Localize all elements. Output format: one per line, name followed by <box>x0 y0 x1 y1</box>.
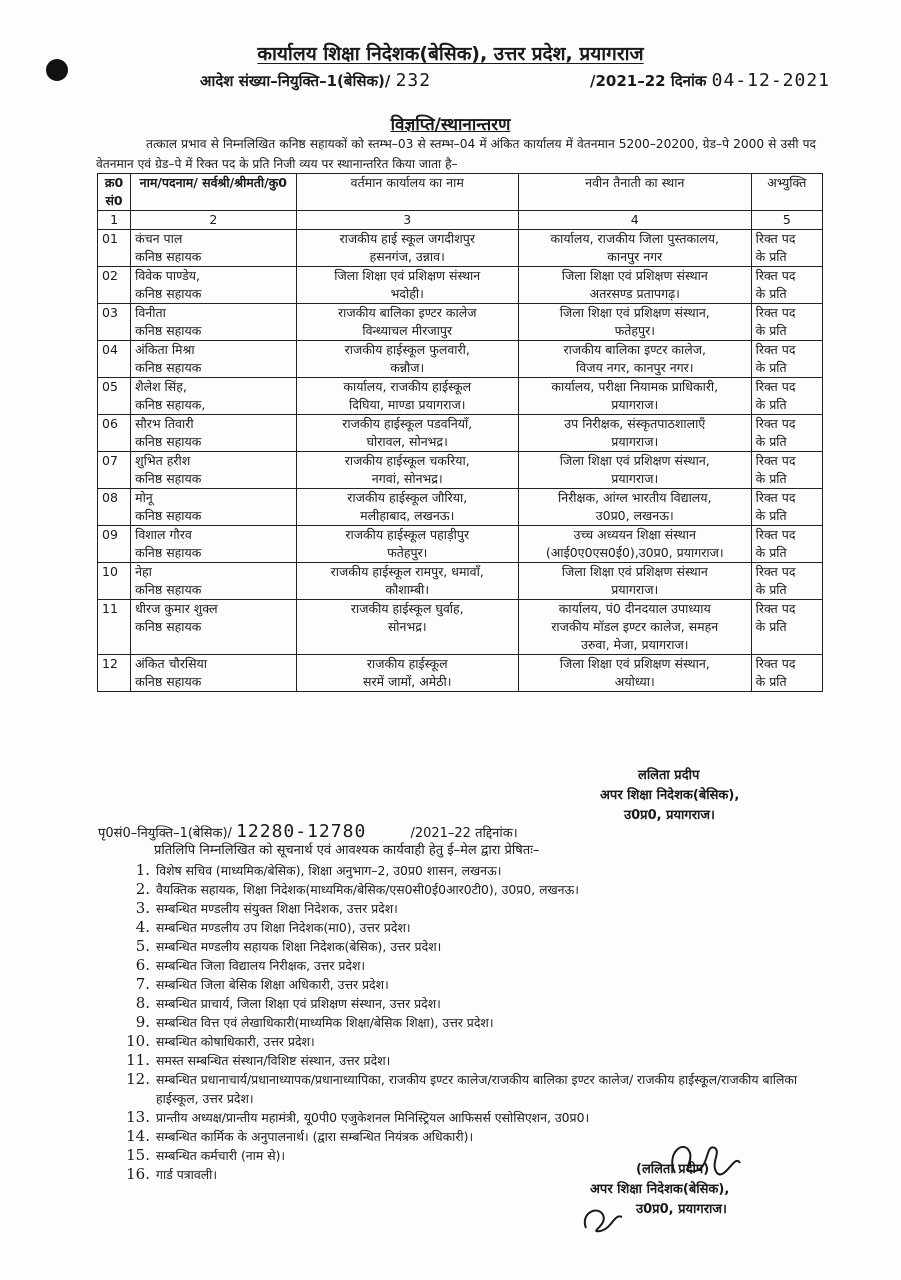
current-office-cell-line: फतेहपुर। <box>387 545 428 560</box>
current-office-cell-line: जिला शिक्षा एवं प्रशिक्षण संस्थान <box>334 268 481 283</box>
list-item-text: सम्बन्धित मण्डलीय संयुक्त शिक्षा निदेशक, उत्तर प्रदेश। <box>156 901 398 916</box>
table-header-row <box>98 174 823 211</box>
new-posting-cell-line: प्रयागराज। <box>611 582 659 597</box>
header-new-posting: नवीन तैनाती का स्थान <box>518 174 751 211</box>
list-item-text: समस्त सम्बन्धित संस्थान/विशिष्ट संस्थान, उत्तर प्रदेश। <box>156 1053 391 1068</box>
list-item-number: 1. <box>135 861 150 879</box>
order-number: 232 <box>395 70 432 91</box>
current-office-cell-line: राजकीय हाईस्कूल फुलवारी, <box>344 342 470 357</box>
serial-cell <box>98 415 131 452</box>
serial-cell <box>98 655 131 692</box>
serial-cell-line: 07 <box>102 453 118 468</box>
name-cell-line: कनिष्ठ सहायक <box>135 249 202 264</box>
new-posting-cell-line: फतेहपुर। <box>614 323 655 338</box>
name-cell-line: कनिष्ठ सहायक <box>135 360 202 375</box>
serial-cell-line: 06 <box>102 416 118 431</box>
list-item <box>106 956 826 975</box>
name-cell <box>131 415 296 452</box>
endorsement-prefix: पृ0सं0–नियुक्ति–1(बेसिक)/ <box>98 826 232 841</box>
remarks-cell <box>751 655 822 692</box>
new-posting-cell-line: प्रयागराज। <box>611 434 659 449</box>
table-row <box>98 600 823 655</box>
remarks-cell-line: के प्रति <box>755 619 787 634</box>
name-cell-line: कंचन पाल <box>135 231 183 246</box>
remarks-cell-line: के प्रति <box>755 323 787 338</box>
serial-cell <box>98 304 131 341</box>
remarks-cell <box>751 563 822 600</box>
remarks-cell <box>751 304 822 341</box>
name-cell <box>131 267 296 304</box>
serial-cell <box>98 452 131 489</box>
current-office-cell <box>296 267 518 304</box>
name-cell-line: कनिष्ठ सहायक <box>135 323 202 338</box>
list-item-text: गार्ड पत्रावली। <box>156 1167 218 1182</box>
remarks-cell-line: रिक्त पद <box>755 416 796 431</box>
remarks-cell <box>751 230 822 267</box>
remarks-cell-line: के प्रति <box>755 545 787 560</box>
signatory-designation: अपर शिक्षा निदेशक(बेसिक), <box>590 1182 730 1197</box>
current-office-cell <box>296 341 518 378</box>
list-item <box>106 1032 826 1051</box>
remarks-cell-line: रिक्त पद <box>755 268 796 283</box>
header-remarks: अभ्युक्ति <box>751 174 822 211</box>
name-cell-line: कनिष्ठ सहायक <box>135 434 202 449</box>
name-cell <box>131 526 296 563</box>
list-item-number: 2. <box>135 880 150 898</box>
new-posting-cell <box>518 341 751 378</box>
new-posting-cell <box>518 304 751 341</box>
serial-cell-line: 08 <box>102 490 118 505</box>
list-item-number: 5. <box>135 937 150 955</box>
list-item-text: सम्बन्धित वित्त एवं लेखाधिकारी(माध्यमिक शिक्षा/बेसिक शिक्षा), उत्तर प्रदेश। <box>156 1015 494 1030</box>
new-posting-cell-line: जिला शिक्षा एवं प्रशिक्षण संस्थान, <box>559 656 710 671</box>
table-row <box>98 655 823 692</box>
serial-cell <box>98 489 131 526</box>
remarks-cell-line: के प्रति <box>755 434 787 449</box>
list-item-number: 13. <box>126 1108 150 1126</box>
signatory-designation: अपर शिक्षा निदेशक(बेसिक), <box>600 788 740 803</box>
current-office-cell-line: राजकीय हाईस्कूल चकरिया, <box>344 453 470 468</box>
list-item-text: विशेष सचिव (माध्यमिक/बेसिक), शिक्षा अनुभाग–2, उ0प्र0 शासन, लखनऊ। <box>156 863 502 878</box>
name-cell-line: शैलेश सिंह, <box>135 379 187 394</box>
remarks-cell-line: रिक्त पद <box>755 656 796 671</box>
table-row <box>98 452 823 489</box>
current-office-cell-line: कार्यालय, राजकीय हाईस्कूल <box>343 379 472 394</box>
table-row <box>98 563 823 600</box>
list-item-text: सम्बन्धित कर्मचारी (नाम से)। <box>156 1148 286 1163</box>
name-cell-line: कनिष्ठ सहायक <box>135 508 202 523</box>
current-office-cell-line: राजकीय हाईस्कूल पहाड़ीपुर <box>345 527 470 542</box>
remarks-cell-line: रिक्त पद <box>755 453 796 468</box>
list-item-text: सम्बन्धित प्रधानाचार्य/प्रधानाध्यापक/प्रधानाध्यापिका, राजकीय इण्टर कालेज/राजकीय बालिका इण्टर कालेज/ राजकीय हाईस्कूल/राजकीय बालिका हाईस्कूल, उत्तर प्रदेश। <box>156 1072 798 1106</box>
remarks-cell-line: रिक्त पद <box>755 305 796 320</box>
table-row <box>98 304 823 341</box>
new-posting-cell <box>518 230 751 267</box>
list-item <box>106 975 826 994</box>
serial-cell-line: 11 <box>102 601 118 616</box>
new-posting-cell-line: जिला शिक्षा एवं प्रशिक्षण संस्थान <box>561 564 708 579</box>
current-office-cell-line: सरमें जामों, अमेठी। <box>363 674 452 689</box>
remarks-cell <box>751 415 822 452</box>
new-posting-cell-line: अतरसण्ड प्रतापगढ़। <box>589 286 680 301</box>
current-office-cell-line: हसनगंज, उन्नाव। <box>369 249 445 264</box>
new-posting-cell-line: विजय नगर, कानपुर नगर। <box>576 360 694 375</box>
list-item-number: 10. <box>126 1032 150 1050</box>
table-row <box>98 526 823 563</box>
name-cell-line: अंकित चौरसिया <box>135 656 208 671</box>
serial-cell-line: 09 <box>102 527 118 542</box>
signature-block-bottom <box>590 1160 729 1220</box>
list-item-number: 11. <box>126 1051 150 1069</box>
name-cell-line: विशाल गौरव <box>135 527 192 542</box>
current-office-cell-line: राजकीय हाईस्कूल पडवनियाँ, <box>342 416 473 431</box>
table-row <box>98 489 823 526</box>
list-item-text: सम्बन्धित कोषाधिकारी, उत्तर प्रदेश। <box>156 1034 315 1049</box>
endorsement-suffix: /2021–22 तद्दिनांक। <box>410 826 518 841</box>
new-posting-cell <box>518 526 751 563</box>
new-posting-cell-line: उरुवा, मेजा, प्रयागराज। <box>581 637 689 652</box>
current-office-cell-line: राजकीय हाईस्कूल घुर्वाह, <box>350 601 464 616</box>
remarks-cell <box>751 526 822 563</box>
name-cell <box>131 341 296 378</box>
new-posting-cell-line: कार्यालय, पं0 दीनदयाल उपाध्याय <box>558 601 711 616</box>
list-item <box>106 918 826 937</box>
list-item <box>106 937 826 956</box>
list-item-number: 9. <box>135 1013 150 1031</box>
list-item <box>106 1051 826 1070</box>
current-office-cell-line: कौशाम्बी। <box>385 582 430 597</box>
colnum: 1 <box>98 211 131 230</box>
list-item <box>106 899 826 918</box>
current-office-cell <box>296 563 518 600</box>
signatory-name: ललिता प्रदीप <box>638 768 700 783</box>
name-cell-line: कनिष्ठ सहायक <box>135 286 202 301</box>
intro-paragraph: तत्काल प्रभाव से निम्नलिखित कनिष्ठ सहायकों को स्तम्भ–03 से स्तम्भ–04 में अंकित कार्यालय में वेतनमान 5200–20200, ग्रेड–पे 2000 से उसी पद वेतनमान एवं ग्रेड–पे में रिक्त पद के प्रति निजी व्यय पर स्थानान्तरित किया जाता है– <box>96 137 816 171</box>
remarks-cell-line: के प्रति <box>755 249 787 264</box>
serial-cell <box>98 341 131 378</box>
name-cell-line: कनिष्ठ सहायक <box>135 674 202 689</box>
name-cell-line: कनिष्ठ सहायक <box>135 545 202 560</box>
current-office-cell-line: कन्नौज। <box>390 360 425 375</box>
current-office-cell-line: राजकीय हाईस्कूल रामपुर, धमावाँ, <box>330 564 484 579</box>
remarks-cell-line: के प्रति <box>755 471 787 486</box>
name-cell <box>131 600 296 655</box>
new-posting-cell <box>518 267 751 304</box>
serial-cell <box>98 526 131 563</box>
list-item-text: सम्बन्धित जिला बेसिक शिक्षा अधिकारी, उत्तर प्रदेश। <box>156 977 389 992</box>
remarks-cell <box>751 378 822 415</box>
serial-cell <box>98 267 131 304</box>
current-office-cell-line: विन्ध्याचल मीरजापुर <box>362 323 453 338</box>
name-cell-line: सौरभ तिवारी <box>135 416 194 431</box>
list-item-text: सम्बन्धित मण्डलीय उप शिक्षा निदेशक(मा0), उत्तर प्रदेश। <box>156 920 411 935</box>
remarks-cell-line: के प्रति <box>755 508 787 523</box>
signatory-name: (ललिता प्रदीप) <box>636 1162 710 1177</box>
name-cell <box>131 378 296 415</box>
colnum: 2 <box>131 211 296 230</box>
remarks-cell-line: रिक्त पद <box>755 601 796 616</box>
list-item-text: सम्बन्धित जिला विद्यालय निरीक्षक, उत्तर प्रदेश। <box>156 958 366 973</box>
list-item-text: वैयक्तिक सहायक, शिक्षा निदेशक(माध्यमिक/बेसिक/एस0सी0ई0आर0टी0), उ0प्र0, लखनऊ। <box>156 882 579 897</box>
list-item-number: 16. <box>126 1165 150 1183</box>
order-prefix: आदेश संख्या–नियुक्ति–1(बेसिक)/ <box>200 72 391 90</box>
current-office-cell <box>296 526 518 563</box>
name-cell-line: अंकिता मिश्रा <box>135 342 195 357</box>
list-item <box>106 994 826 1013</box>
remarks-cell <box>751 452 822 489</box>
current-office-cell <box>296 415 518 452</box>
name-cell-line: कनिष्ठ सहायक <box>135 582 202 597</box>
table-row <box>98 230 823 267</box>
current-office-cell-line: राजकीय हाई स्कूल जगदीशपुर <box>339 231 475 246</box>
list-item-number: 14. <box>126 1127 150 1145</box>
current-office-cell <box>296 489 518 526</box>
list-item-number: 12. <box>126 1070 150 1088</box>
table-row <box>98 267 823 304</box>
signatory-place: उ0प्र0, प्रयागराज। <box>624 808 715 823</box>
new-posting-cell <box>518 563 751 600</box>
table-row <box>98 341 823 378</box>
remarks-cell-line: रिक्त पद <box>755 379 796 394</box>
list-item-number: 15. <box>126 1146 150 1164</box>
name-cell <box>131 655 296 692</box>
new-posting-cell-line: जिला शिक्षा एवं प्रशिक्षण संस्थान, <box>559 305 710 320</box>
new-posting-cell-line: राजकीय बालिका इण्टर कालेज, <box>563 342 707 357</box>
current-office-cell-line: राजकीय हाईस्कूल जौरिया, <box>347 490 468 505</box>
list-item-text: प्रान्तीय अध्यक्ष/प्रान्तीय महामंत्री, यू0पी0 एजुकेशनल मिनिस्ट्रियल आफिसर्स एसोसिएशन, उ0प्र0। <box>156 1110 590 1125</box>
remarks-cell-line: रिक्त पद <box>755 564 796 579</box>
notice-title: विज्ञप्ति/स्थानान्तरण <box>390 115 511 135</box>
header-name: नाम/पदनाम/ सर्वश्री/श्रीमती/कु0 <box>131 174 296 211</box>
name-cell <box>131 489 296 526</box>
new-posting-cell-line: प्रयागराज। <box>611 471 659 486</box>
new-posting-cell-line: प्रयागराज। <box>611 397 659 412</box>
name-cell-line: मोनू <box>135 490 153 505</box>
current-office-cell <box>296 452 518 489</box>
list-item <box>106 861 826 880</box>
new-posting-cell-line: उच्च अध्ययन शिक्षा संस्थान <box>573 527 696 542</box>
current-office-cell <box>296 600 518 655</box>
name-cell-line: धीरज कुमार शुक्ल <box>135 601 218 616</box>
new-posting-cell-line: (आई0ए0एस0ई0),उ0प्र0, प्रयागराज। <box>545 545 724 560</box>
remarks-cell-line: के प्रति <box>755 360 787 375</box>
remarks-cell-line: रिक्त पद <box>755 231 796 246</box>
new-posting-cell-line: राजकीय मॉडल इण्टर कालेज, समहन <box>551 619 719 634</box>
name-cell-line: कनिष्ठ सहायक <box>135 471 202 486</box>
current-office-cell-line: दिघिया, माण्डा प्रयागराज। <box>349 397 466 412</box>
serial-cell-line: 01 <box>102 231 118 246</box>
list-item-number: 8. <box>135 994 150 1012</box>
signature-block-top <box>600 766 739 826</box>
list-item-number: 6. <box>135 956 150 974</box>
new-posting-cell-line: कानपुर नगर <box>607 249 663 264</box>
serial-cell-line: 10 <box>102 564 118 579</box>
transfer-table <box>97 173 823 692</box>
order-reference <box>200 70 431 91</box>
current-office-cell <box>296 655 518 692</box>
current-office-cell-line: नगवां, सोनभद्र। <box>371 471 443 486</box>
current-office-cell <box>296 230 518 267</box>
order-date-line <box>590 70 830 91</box>
remarks-cell-line: के प्रति <box>755 397 787 412</box>
current-office-cell <box>296 304 518 341</box>
signatory-place: उ0प्र0, प्रयागराज। <box>636 1202 727 1217</box>
new-posting-cell <box>518 415 751 452</box>
remarks-cell <box>751 600 822 655</box>
list-item <box>106 1070 826 1108</box>
list-item-text: सम्बन्धित प्राचार्य, जिला शिक्षा एवं प्रशिक्षण संस्थान, उत्तर प्रदेश। <box>156 996 441 1011</box>
list-item-number: 3. <box>135 899 150 917</box>
remarks-cell-line: रिक्त पद <box>755 527 796 542</box>
column-number-row <box>98 211 823 230</box>
serial-cell-line: 03 <box>102 305 118 320</box>
list-item <box>106 880 826 899</box>
current-office-cell-line: मलीहाबाद, लखनऊ। <box>360 508 455 523</box>
new-posting-cell-line: उ0प्र0, लखनऊ। <box>595 508 674 523</box>
new-posting-cell-line: कार्यालय, परीक्षा नियामक प्राधिकारी, <box>551 379 719 394</box>
order-suffix: /2021–22 दिनांक <box>590 72 707 90</box>
new-posting-cell <box>518 489 751 526</box>
remarks-cell <box>751 267 822 304</box>
list-item-text: सम्बन्धित कार्मिक के अनुपालनार्थ। (द्वारा सम्बन्धित नियंत्रक अधिकारी)। <box>156 1129 474 1144</box>
serial-cell <box>98 378 131 415</box>
endorsement-reference <box>98 821 518 842</box>
current-office-cell-line: सोनभद्र। <box>387 619 427 634</box>
serial-cell <box>98 600 131 655</box>
list-item <box>106 1108 826 1127</box>
list-item-text: सम्बन्धित मण्डलीय सहायक शिक्षा निदेशक(बेसिक), उत्तर प्रदेश। <box>156 939 442 954</box>
serial-cell <box>98 230 131 267</box>
new-posting-cell-line: निरीक्षक, आंग्ल भारतीय विद्यालय, <box>558 490 712 505</box>
office-header: कार्यालय शिक्षा निदेशक(बेसिक), उत्तर प्रदेश, प्रयागराज <box>257 43 644 65</box>
new-posting-cell-line: कार्यालय, राजकीय जिला पुस्तकालय, <box>550 231 720 246</box>
header-current-office: वर्तमान कार्यालय का नाम <box>296 174 518 211</box>
remarks-cell-line: रिक्त पद <box>755 342 796 357</box>
name-cell-line: नेहा <box>135 564 152 579</box>
table-row <box>98 415 823 452</box>
order-date: 04-12-2021 <box>711 70 831 91</box>
endorsement-numbers: 12280-12780 <box>236 821 367 842</box>
serial-cell <box>98 563 131 600</box>
remarks-cell-line: के प्रति <box>755 286 787 301</box>
copy-to-line: प्रतिलिपि निम्नलिखित को सूचनार्थ एवं आवश्यक कार्यवाही हेतु ई–मेल द्वारा प्रेषितः– <box>154 843 540 858</box>
current-office-cell-line: राजकीय हाईस्कूल <box>366 656 448 671</box>
name-cell-line: कनिष्ठ सहायक, <box>135 397 206 412</box>
new-posting-cell-line: जिला शिक्षा एवं प्रशिक्षण संस्थान <box>561 268 708 283</box>
colnum: 3 <box>296 211 518 230</box>
remarks-cell-line: रिक्त पद <box>755 490 796 505</box>
new-posting-cell <box>518 600 751 655</box>
serial-cell-line: 02 <box>102 268 118 283</box>
name-cell <box>131 230 296 267</box>
name-cell <box>131 452 296 489</box>
list-item <box>106 1013 826 1032</box>
name-cell-line: कनिष्ठ सहायक <box>135 619 202 634</box>
list-item-number: 7. <box>135 975 150 993</box>
name-cell-line: शुभित हरीश <box>135 453 191 468</box>
new-posting-cell <box>518 655 751 692</box>
remarks-cell <box>751 341 822 378</box>
table-row <box>98 378 823 415</box>
current-office-cell <box>296 378 518 415</box>
new-posting-cell-line: अयोध्या। <box>614 674 655 689</box>
name-cell-line: विनीता <box>135 305 166 320</box>
serial-cell-line: 04 <box>102 342 118 357</box>
name-cell <box>131 304 296 341</box>
name-cell-line: विवेक पाण्डेय, <box>135 268 200 283</box>
name-cell <box>131 563 296 600</box>
new-posting-cell-line: उप निरीक्षक, संस्कृतपाठशालाएँ <box>564 416 706 431</box>
colnum: 5 <box>751 211 822 230</box>
remarks-cell <box>751 489 822 526</box>
serial-cell-line: 05 <box>102 379 118 394</box>
new-posting-cell-line: जिला शिक्षा एवं प्रशिक्षण संस्थान, <box>559 453 710 468</box>
remarks-cell-line: के प्रति <box>755 674 787 689</box>
list-item-number: 4. <box>135 918 150 936</box>
colnum: 4 <box>518 211 751 230</box>
header-serial: क्र0 सं0 <box>98 174 131 211</box>
new-posting-cell <box>518 378 751 415</box>
remarks-cell-line: के प्रति <box>755 582 787 597</box>
new-posting-cell <box>518 452 751 489</box>
current-office-cell-line: राजकीय बालिका इण्टर कालेज <box>337 305 477 320</box>
current-office-cell-line: भदोही। <box>390 286 424 301</box>
serial-cell-line: 12 <box>102 656 118 671</box>
current-office-cell-line: घोरावल, सोनभद्र। <box>366 434 448 449</box>
